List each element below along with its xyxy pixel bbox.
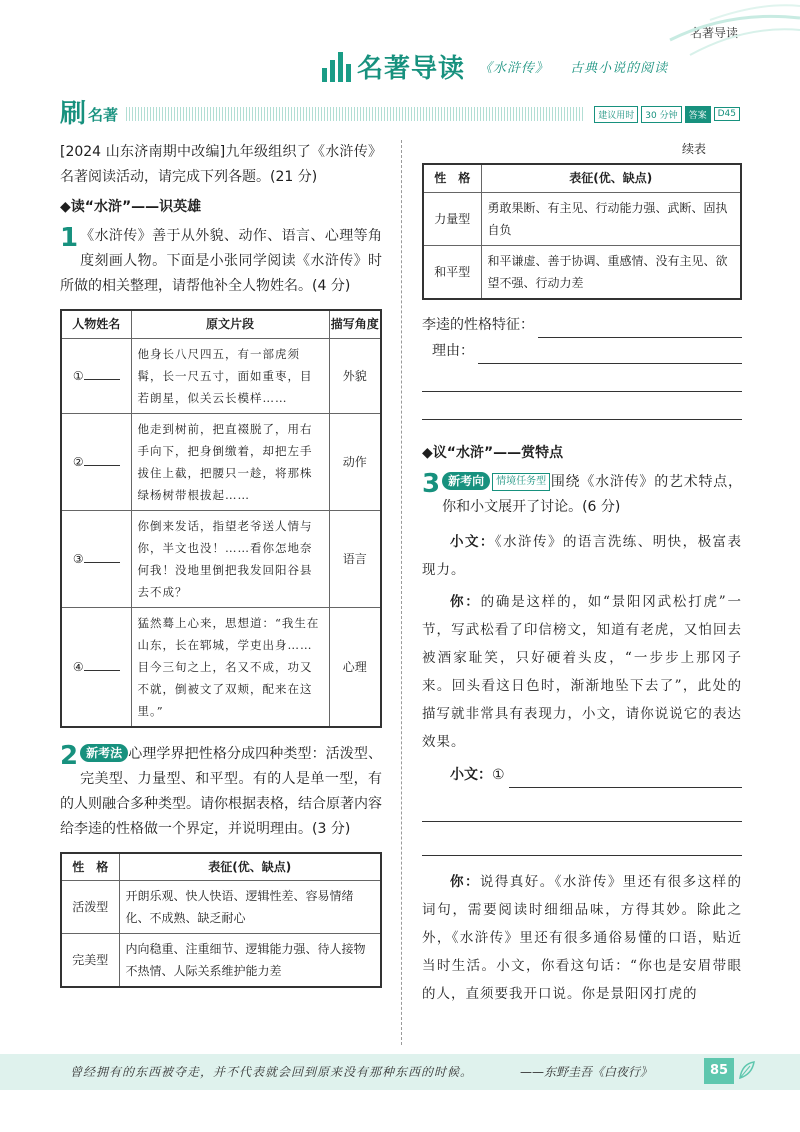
quote-cell: 他身长八尺四五，有一部虎须髯，长一尺五寸，面如重枣，目若朗星，似关云长模样……	[131, 338, 329, 413]
table-row	[61, 510, 381, 607]
banner-title: 名著导读	[357, 54, 466, 84]
question-number: 1	[60, 223, 79, 253]
brush-subheading: 名著	[88, 105, 119, 124]
table-header: 性 格	[423, 164, 481, 192]
trait-answer-field[interactable]: 李逵的性格特征：	[422, 312, 742, 338]
leaf-icon	[738, 1060, 756, 1080]
quote-cell: 猛然蓦上心来，思想道：“我生在山东，长在郓城，学吏出身……目今三旬之上，名又不成，功又不就，倒被文了双颊，配来在这里。”	[131, 607, 329, 727]
answer-blank[interactable]: ②	[61, 413, 131, 510]
type-cell: 活泼型	[61, 881, 119, 934]
left-column	[60, 140, 382, 988]
banner-topic: 古典小说的阅读	[570, 61, 669, 76]
angle-cell: 语言	[329, 510, 381, 607]
bar-logo-icon	[322, 52, 351, 82]
quote-cell: 你倒来发话，指望老爷送人情与你，半文也没！……看你怎地奈何我！没地里倒把我发回阳谷县去不成？	[131, 510, 329, 607]
angle-cell: 外貌	[329, 338, 381, 413]
effect-answer-field[interactable]: 小文： ①	[422, 762, 742, 788]
answer-line[interactable]	[422, 364, 742, 392]
dotted-rule	[126, 107, 583, 121]
column-divider	[401, 140, 402, 1045]
task-type-badge: 情境任务型	[492, 473, 550, 491]
table-row	[61, 338, 381, 413]
quote-cell: 他走到树前，把直裰脱了，用右手向下，把身倒缴着，却把左手拔住上截，把腰只一趁，将那株绿杨树带根拔起……	[131, 413, 329, 510]
answer-blank[interactable]: ④	[61, 607, 131, 727]
answer-line[interactable]	[422, 788, 742, 822]
new-direction-badge: 新考向	[442, 472, 490, 490]
table-header: 表征(优、缺点)	[481, 164, 741, 192]
brush-heading: 刷	[60, 98, 87, 129]
reason-answer-field[interactable]: 理由：	[422, 338, 742, 364]
desc-cell: 勇敢果断、有主见、行动能力强、武断、固执自负	[481, 192, 741, 245]
table-header: 描写角度	[329, 310, 381, 338]
personality-table	[60, 852, 382, 989]
question-text: 新考法 心理学界把性格分成四种类型：活泼型、完美型、力量型、和平型。有的人是单一型，有的人则融合多种类型。请你根据表格，结合原著内容给李逵的性格做一个界定，并说明理由。(3 分)	[60, 745, 382, 837]
answer-line[interactable]	[422, 392, 742, 420]
section-heading-bar	[60, 98, 740, 129]
corner-section-tag: 名著导读	[689, 26, 738, 40]
question-2	[60, 742, 382, 842]
answer-value-chip: D45	[714, 107, 740, 121]
answer-blank[interactable]: ①	[61, 338, 131, 413]
question-number: 2	[60, 740, 79, 771]
question-text: 新考向 情境任务型 围绕《水浒传》的艺术特点，你和小文展开了讨论。(6 分)	[442, 473, 742, 515]
table-row	[61, 413, 381, 510]
personality-table-continued	[422, 163, 742, 300]
right-column	[422, 140, 742, 1008]
table-row	[61, 881, 381, 934]
page-banner	[322, 48, 684, 85]
table-row	[423, 245, 741, 299]
page-number: 85	[704, 1058, 734, 1084]
table-header: 性 格	[61, 853, 119, 881]
time-label-chip: 建议用时	[594, 106, 638, 123]
angle-cell: 动作	[329, 413, 381, 510]
angle-cell: 心理	[329, 607, 381, 727]
intro-text: [2024 山东济南期中改编]九年级组织了《水浒传》名著阅读活动，请完成下列各题。(21 分)	[60, 144, 382, 185]
answer-line[interactable]	[422, 822, 742, 856]
table-row	[423, 192, 741, 245]
table-header: 原文片段	[131, 310, 329, 338]
type-cell: 力量型	[423, 192, 481, 245]
question-number: 3	[422, 468, 441, 499]
dialogue-paragraph: 你：的确是这样的，如“景阳冈武松打虎”一节，写武松看了印信榜文，知道有老虎，又怕回去被酒家耻笑，只好硬着头皮，“一步步上那冈子来。回头看这日色时，渐渐地坠下去了”，此处的描写就非常具有表现力，小文，请你说说它的表达效果。	[422, 593, 743, 750]
banner-book: 《水浒传》	[479, 61, 550, 76]
table-header: 人物姓名	[61, 310, 131, 338]
type-cell: 完美型	[61, 934, 119, 988]
time-value-chip: 30 分钟	[641, 106, 681, 123]
continued-label: 续表	[681, 142, 706, 156]
new-method-badge: 新考法	[80, 744, 128, 762]
question-text: 《水浒传》善于从外貌、动作、语言、心理等角度刻画人物。下面是小张同学阅读《水浒传》时所做的相关整理，请帮他补全人物姓名。(4 分)	[60, 228, 382, 294]
type-cell: 和平型	[423, 245, 481, 299]
desc-cell: 和平谦虚、善于协调、重感情、没有主见、欲望不强、行动力差	[481, 245, 741, 299]
section-heading-2: ◆议“水浒”——赏特点	[422, 444, 564, 461]
dialogue-paragraph: 你：说得真好。《水浒传》里还有很多这样的词句，需要阅读时细细品味，方得其妙。除此之外，《水浒传》里还有很多通俗易懂的口语，贴近当时生活。小文，你看这句话：“你也是安眉带眼的人，直须要我开口说。你是景阳冈打虎的	[422, 873, 743, 1002]
table-row	[61, 934, 381, 988]
answer-label-chip: 答案	[685, 106, 711, 123]
section-heading-1: ◆读“水浒”——识英雄	[60, 199, 202, 215]
desc-cell: 内向稳重、注重细节、逻辑能力强、待人接物不热情、人际关系维护能力差	[119, 934, 381, 988]
character-table	[60, 309, 382, 728]
footer-quote: 曾经拥有的东西被夺走，并不代表就会回到原来没有那种东西的时候。	[70, 1065, 474, 1079]
question-1	[60, 224, 382, 299]
page-footer	[0, 1054, 800, 1090]
answer-blank[interactable]: ③	[61, 510, 131, 607]
banner-subtitle	[479, 57, 684, 76]
question-3	[422, 470, 742, 520]
footer-source: ——东野圭吾《白夜行》	[520, 1065, 653, 1079]
table-header: 表征(优、缺点)	[119, 853, 381, 881]
dialogue-paragraph: 小文：《水浒传》的语言洗练、明快，极富表现力。	[422, 533, 743, 578]
table-row	[61, 607, 381, 727]
desc-cell: 开朗乐观、快人快语、逻辑性差、容易情绪化、不成熟、缺乏耐心	[119, 881, 381, 934]
